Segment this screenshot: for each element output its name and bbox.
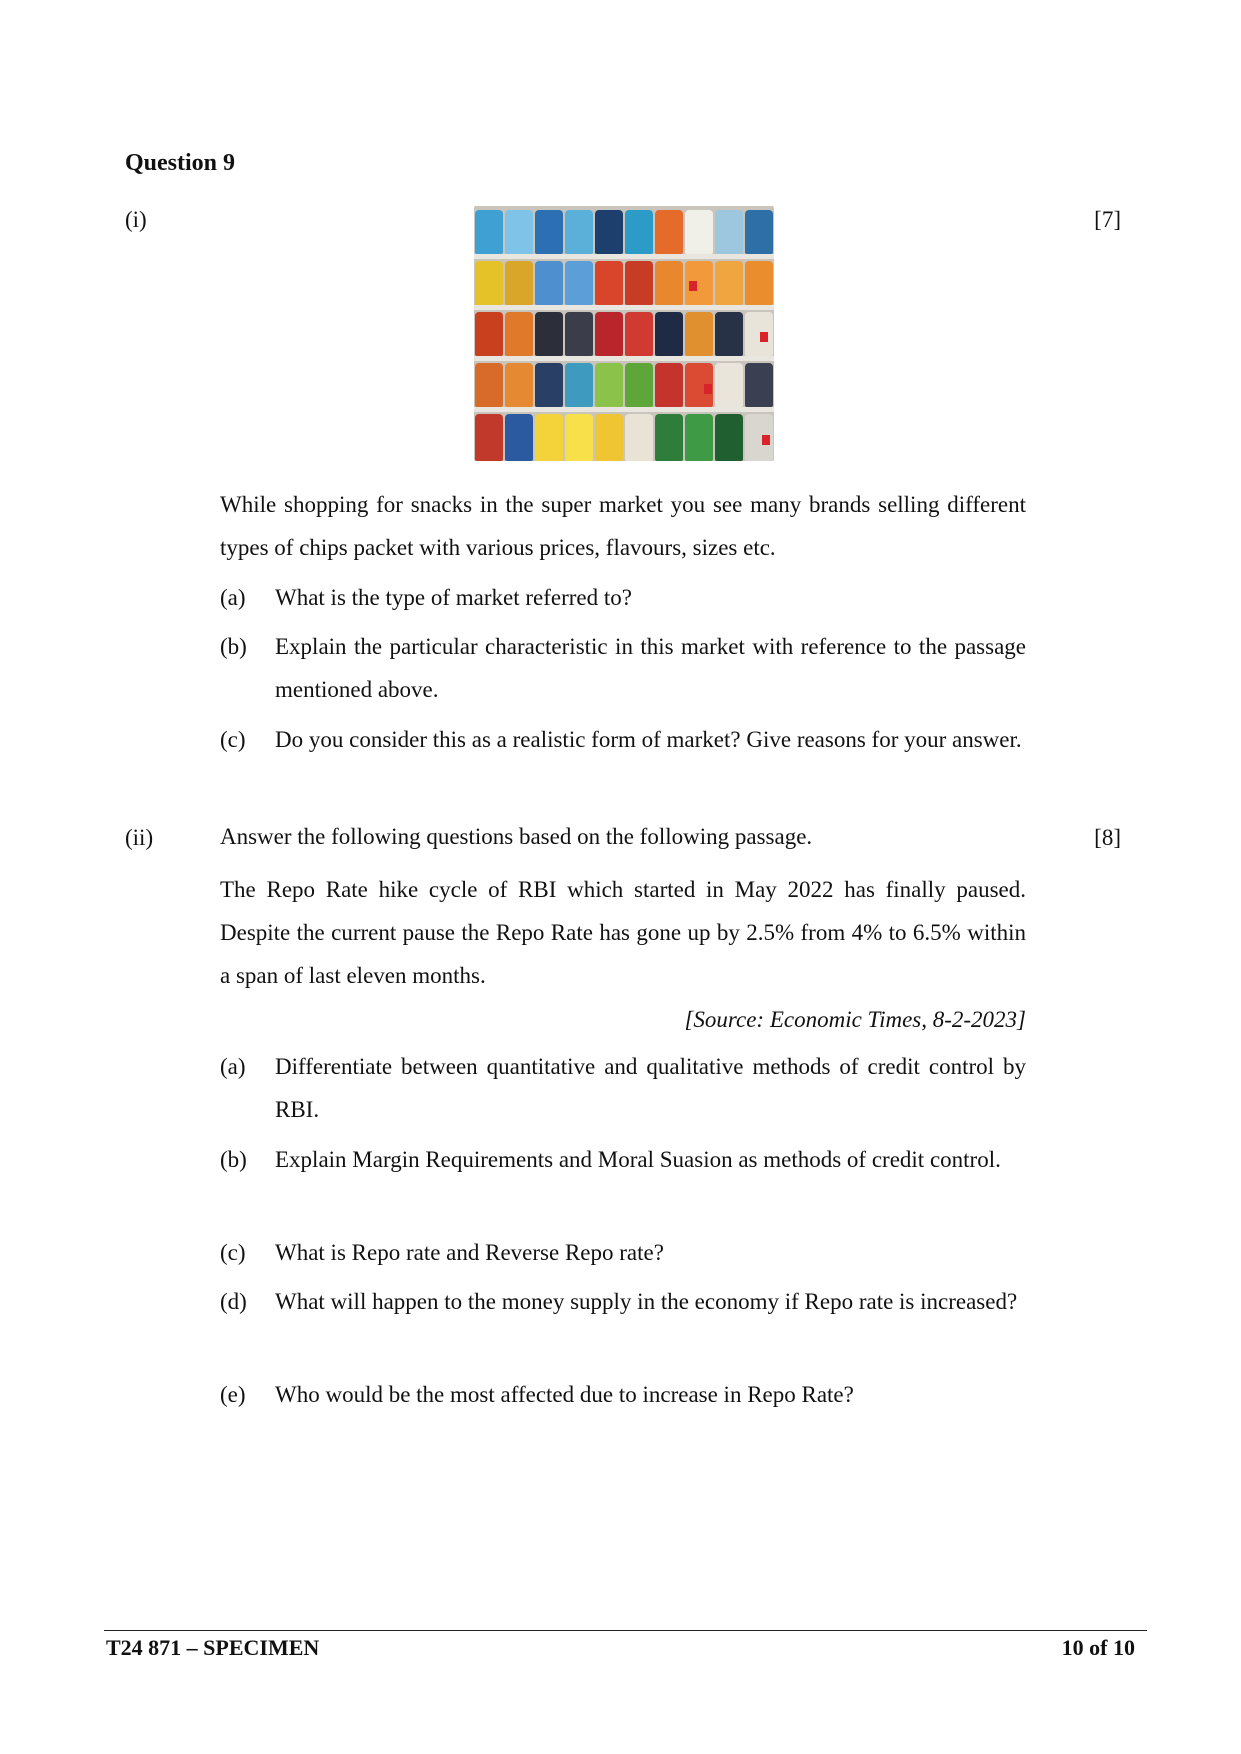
part-i-passage: While shopping for snacks in the super market you see many brands selling different types of chips packet with various prices, flavours, sizes etc. [220, 492, 1026, 560]
item-label: (d) [220, 1289, 247, 1314]
item-text: What is Repo rate and Reverse Repo rate? [275, 1240, 664, 1265]
item-text: Who would be the most affected due to increase in Repo Rate? [275, 1382, 854, 1407]
part-ii-number: (ii) [125, 825, 154, 850]
item-text: What is the type of market referred to? [275, 585, 632, 610]
paper-code: T24 871 – SPECIMEN [106, 1635, 320, 1660]
part-ii-question-c [220, 1231, 1026, 1274]
supermarket-chips-shelf-image [474, 206, 774, 461]
item-label: (a) [220, 1054, 246, 1079]
source-citation: [Source: Economic Times, 8-2-2023] [684, 1007, 1026, 1032]
footer-divider [104, 1630, 1147, 1631]
item-text: Do you consider this as a realistic form of market? Give reasons for your answer. [275, 727, 1022, 752]
part-ii-passage: The Repo Rate hike cycle of RBI which started in May 2022 has finally paused. Despite the current pause the Repo Rate has gone up by 2.5% from 4% to 6.5% within a span of last eleven months. [220, 877, 1026, 988]
item-label: (a) [220, 585, 246, 610]
item-text: What will happen to the money supply in the economy if Repo rate is increased? [275, 1289, 1018, 1314]
item-label: (c) [220, 1240, 246, 1265]
part-ii-intro: Answer the following questions based on the following passage. [220, 824, 813, 849]
part-i-question-c [220, 718, 1026, 761]
part-ii-question-b [220, 1138, 1026, 1181]
question-title: Question 9 [125, 150, 236, 176]
item-text: Differentiate between quantitative and qualitative methods of credit control by RBI. [275, 1054, 1026, 1122]
item-text: Explain Margin Requirements and Moral Suasion as methods of credit control. [275, 1147, 1001, 1172]
item-label: (b) [220, 634, 247, 659]
part-i-question-b [220, 625, 1026, 711]
part-i-number: (i) [125, 207, 147, 232]
part-ii-question-e [220, 1373, 1026, 1416]
part-ii-question-d [220, 1280, 1026, 1323]
item-text: Explain the particular characteristic in this market with reference to the passage mentioned above. [275, 634, 1026, 702]
item-label: (e) [220, 1382, 246, 1407]
item-label: (c) [220, 727, 246, 752]
page-number: 10 of 10 [1061, 1635, 1135, 1660]
part-ii-marks: [8] [1094, 825, 1121, 850]
item-label: (b) [220, 1147, 247, 1172]
part-i-marks: [7] [1094, 207, 1121, 232]
part-i-question-a [220, 576, 1026, 619]
part-ii-question-a [220, 1045, 1026, 1131]
